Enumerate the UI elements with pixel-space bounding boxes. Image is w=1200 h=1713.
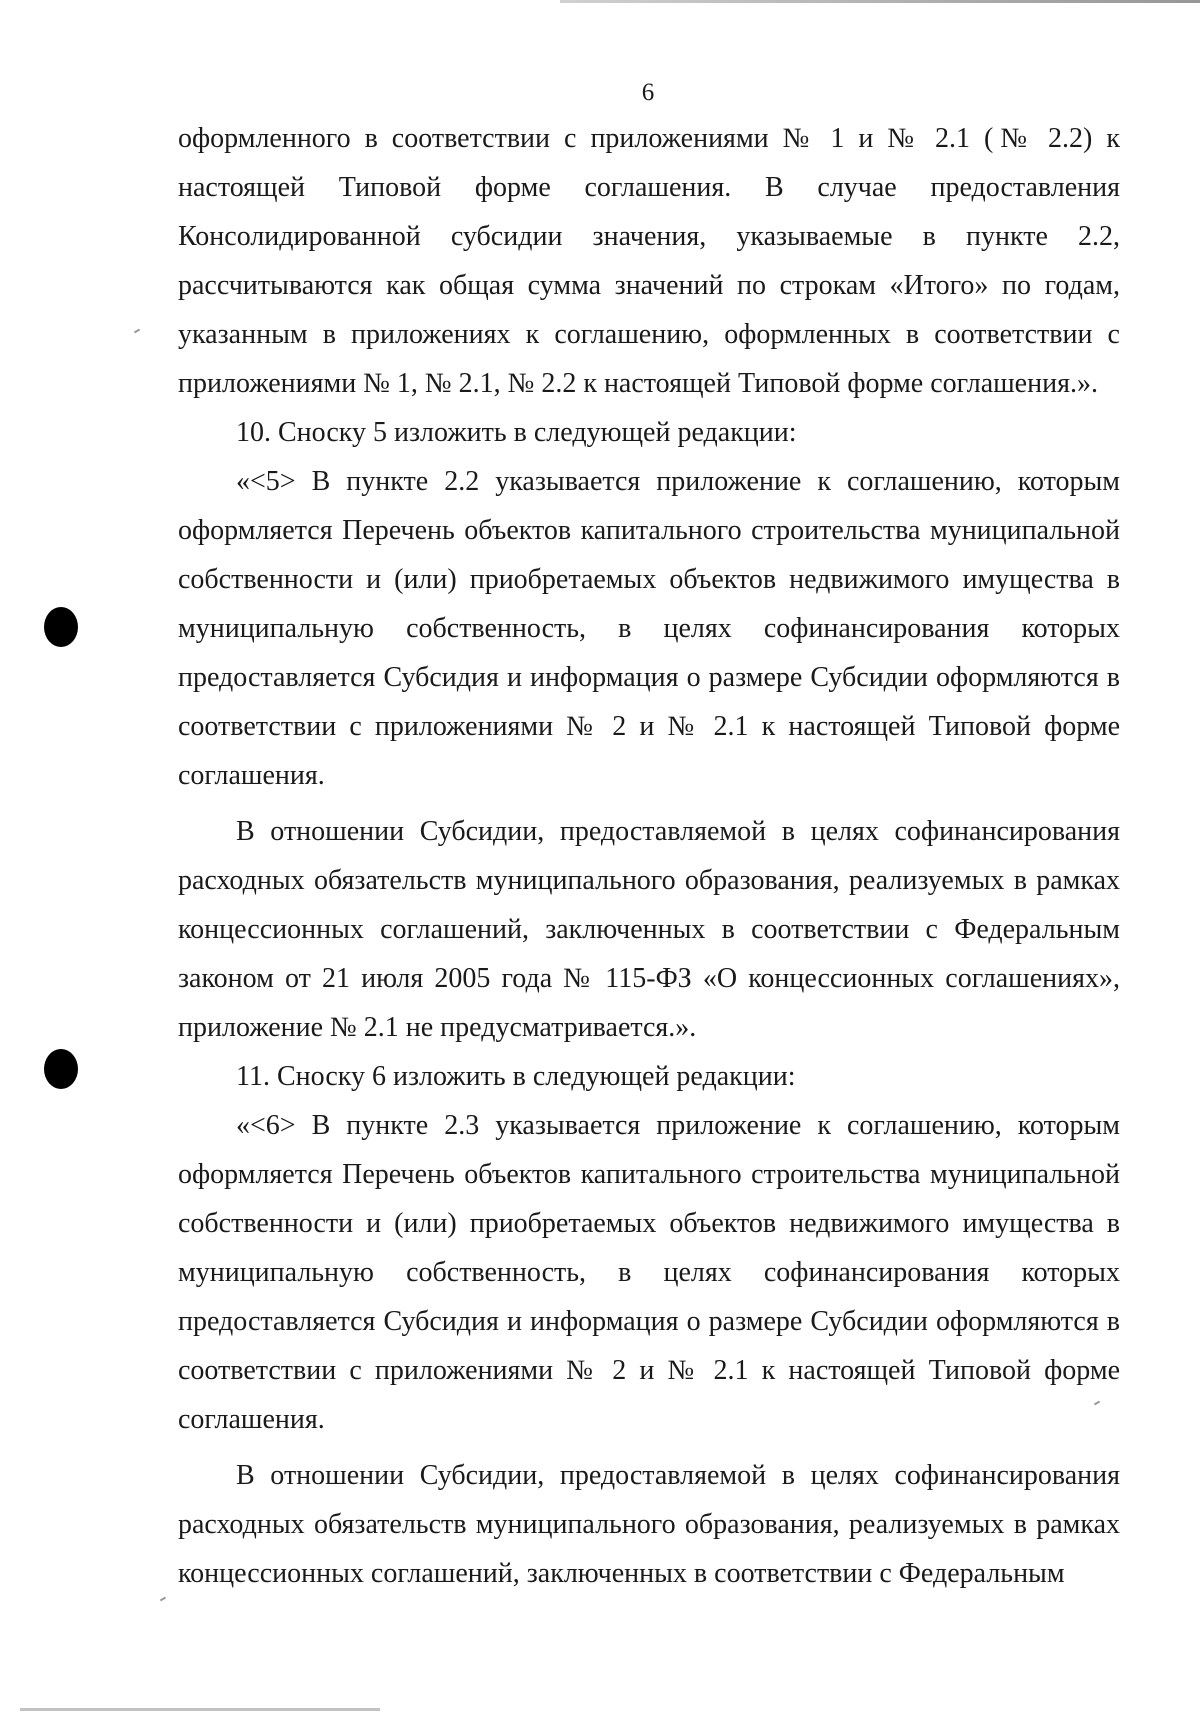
paragraph-item-10: 10. Сноску 5 изложить в следующей редакции: xyxy=(236,417,797,448)
scan-speck xyxy=(134,329,140,334)
punch-hole-mark xyxy=(44,607,78,647)
paragraph-footnote-5-note: В отношении Субсидии, предоставляемой в целях софинансирования расходных обязательств муниципального образования, реализуемых в рамках концессионных соглашений, заключенных в соответствии с Федеральным законом от 21 июля 2005 года № 115-ФЗ «О концессионных соглашениях», приложение № 2.1 не предусматривается.». xyxy=(178,816,1120,1043)
scan-speck xyxy=(160,1597,166,1602)
document-body xyxy=(178,114,1120,1598)
paragraph-footnote-6: «<6> В пункте 2.3 указывается приложение к соглашению, которым оформляется Перечень объектов капитального строительства муниципальной собственности и (или) приобретаемых объектов недвижимого имущества в муниципальную собственность, в целях софинансирования которых предоставляется Субсидия и информация о размере Субсидии оформляются в соответствии с приложениями № 2 и № 2.1 к настоящей Типовой форме соглашения. xyxy=(178,1110,1120,1435)
bottom-edge-rule xyxy=(20,1708,380,1711)
paragraph-item-11: 11. Сноску 6 изложить в следующей редакции: xyxy=(236,1061,796,1092)
page-number: 6 xyxy=(641,79,655,106)
paragraph-footnote-5: «<5> В пункте 2.2 указывается приложение к соглашению, которым оформляется Перечень объектов капитального строительства муниципальной собственности и (или) приобретаемых объектов недвижимого имущества в муниципальную собственность, в целях софинансирования которых предоставляется Субсидия и информация о размере Субсидии оформляются в соответствии с приложениями № 2 и № 2.1 к настоящей Типовой форме соглашения. xyxy=(178,466,1120,791)
top-edge-rule xyxy=(560,0,1200,3)
paragraph-footnote-6-note: В отношении Субсидии, предоставляемой в целях софинансирования расходных обязательств муниципального образования, реализуемых в рамках концессионных соглашений, заключенных в соответствии с Федеральным xyxy=(178,1460,1120,1589)
punch-hole-mark xyxy=(44,1049,78,1089)
paragraph-continuation: оформленного в соответствии с приложениями № 1 и № 2.1 (№ 2.2) к настоящей Типовой форме соглашения. В случае предоставления Консолидированной субсидии значения, указываемые в пункте 2.2, рассчитываются как общая сумма значений по строкам «Итого» по годам, указанным в приложениях к соглашению, оформленных в соответствии с приложениями № 1, № 2.1, № 2.2 к настоящей Типовой форме соглашения.». xyxy=(178,123,1120,399)
